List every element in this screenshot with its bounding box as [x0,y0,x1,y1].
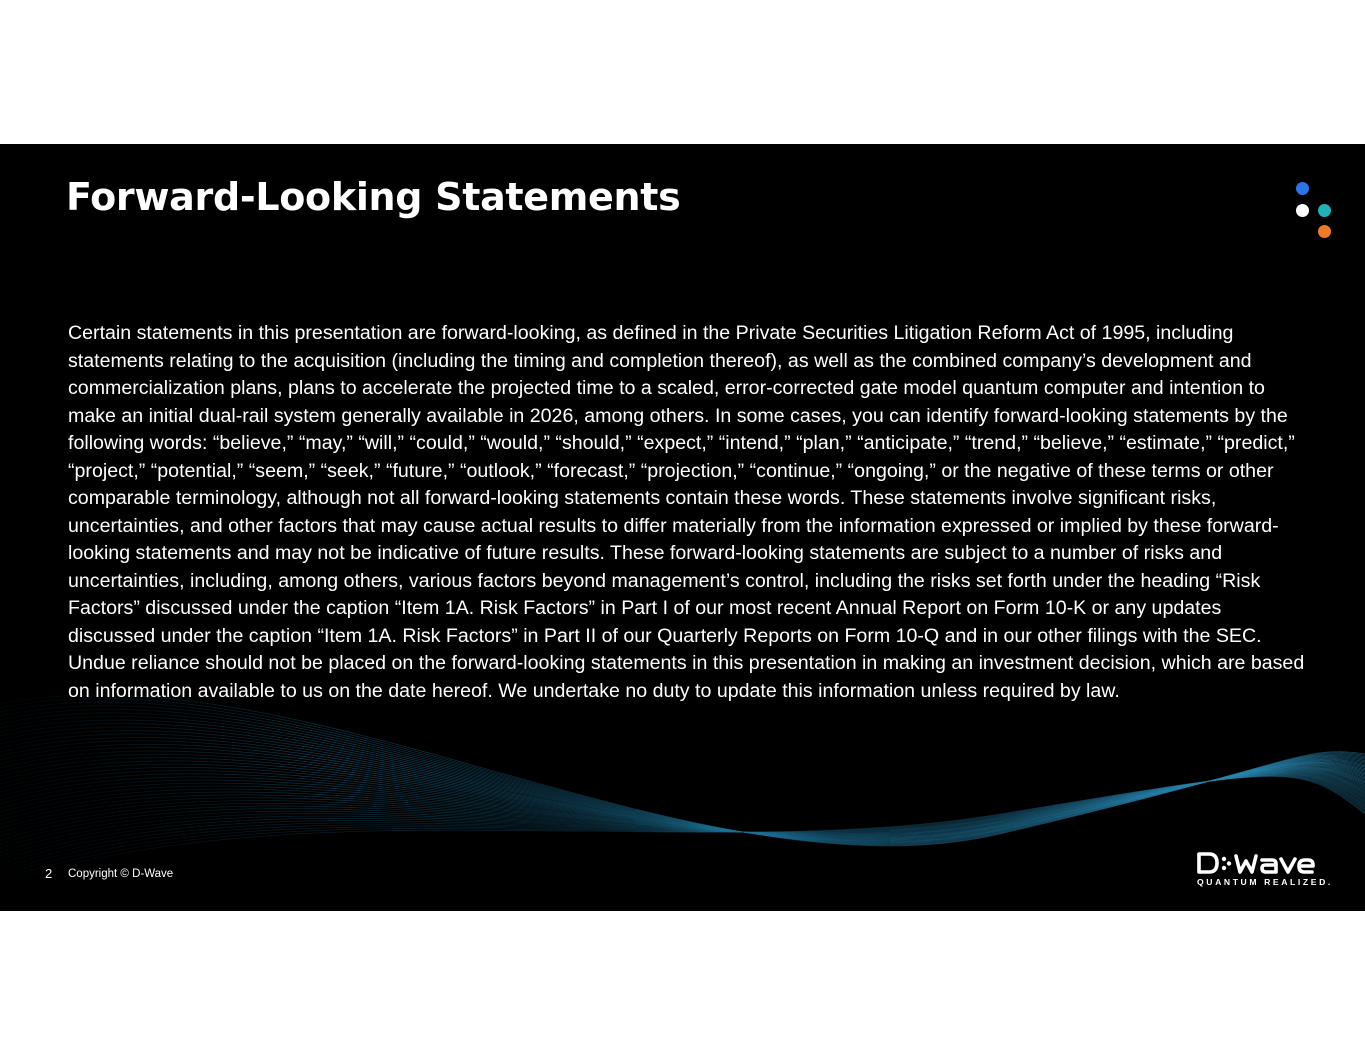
wave-line [0,773,1365,844]
disclaimer-paragraph: Certain statements in this presentation are forward-looking, as defined in the Private Securities Litigation Reform Act of 1995, including statements relating to the acquisition (including the timing and completion thereof), as well as the combined company’s development and commercialization plans, plans to accelerate the projected time to a scaled, error-corrected gate model quantum computer and intention to make an initial dual-rail system generally available in 2026, among others. In some cases, you can identify forward-looking statements by the following words: “believe,” “may,” “will,” “could,” “would,” “should,” “expect,” “intend,” “plan,” “anticipate,” “trend,” “believe,” “estimate,” “predict,” “project,” “potential,” “seem,” “seek,” “future,” “outlook,” “forecast,” “projection,” “continue,” “ongoing,” or the negative of these terms or other comparable terminology, although not all forward-looking statements contain these words. These statements involve significant risks, uncertainties, and other factors that may cause actual results to differ materially from the information expressed or implied by these forward-looking statements and may not be indicative of future results. These forward-looking statements are subject to a number of risks and uncertainties, including, among others, various factors beyond management’s control, including the risks set forth under the heading “Risk Factors” discussed under the caption “Item 1A. Risk Factors” in Part I of our most recent Annual Report on Form 10-K or any updates discussed under the caption “Item 1A. Risk Factors” in Part II of our Quarterly Reports on Form 10-Q and in our other filings with the SEC. Undue reliance should not be placed on the forward-looking statements in this presentation in making an investment decision, which are based on information available to us on the date hereof. We undertake no duty to update this information unless required by law. [68,322,1305,702]
teal-dot-icon [1318,204,1331,217]
orange-dot-icon [1318,225,1331,238]
wave-line [0,774,1365,852]
page-number: 2 [45,866,53,881]
dwave-wordmark-icon [1196,850,1334,876]
four-dot-brand-icon [1292,180,1336,240]
logo-tagline: QUANTUM REALIZED. [1197,877,1333,887]
wave-line [0,774,1365,856]
page-title: Forward-Looking Statements [66,175,681,219]
wave-line [0,775,1365,860]
slide [0,144,1365,911]
copyright-text: Copyright © D-Wave [68,868,174,880]
blue-dot-icon [1296,182,1309,195]
white-dot-icon [1296,204,1309,217]
dwave-logo [1196,850,1336,894]
